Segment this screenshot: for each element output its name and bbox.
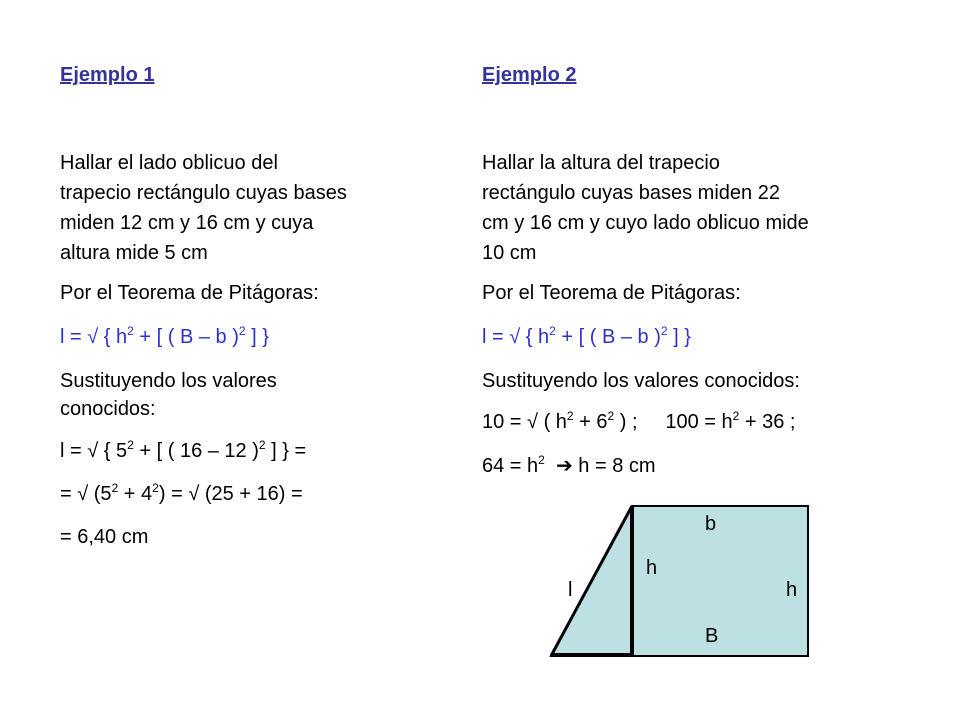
- label-oblique-side: l: [568, 579, 573, 601]
- calc-exponent: 2: [258, 438, 266, 452]
- label-large-base: B: [705, 625, 719, 647]
- example-2-title: Ejemplo 2: [482, 64, 577, 86]
- calc-part: + 4: [118, 483, 153, 505]
- example-1-title: Ejemplo 1: [60, 64, 155, 86]
- example-1-problem-line-2: trapecio rectángulo cuyas bases: [60, 182, 347, 204]
- example-2-problem-line-4: 10 cm: [482, 242, 537, 264]
- formula-part: ] }: [245, 326, 269, 348]
- example-1-calc-1: [60, 439, 306, 463]
- calc-part: 64 = h: [482, 455, 539, 477]
- calc-part: 10 = √ ( h: [482, 411, 567, 433]
- example-1-problem-line-4: altura mide 5 cm: [60, 242, 208, 264]
- example-1-result: = 6,40 cm: [60, 526, 149, 548]
- example-2-substitute: Sustituyendo los valores conocidos:: [482, 370, 800, 392]
- calc-exponent: 2: [127, 438, 134, 452]
- calc-part: ) ; 100 = h: [614, 411, 733, 433]
- example-2-problem-line-2: rectángulo cuyas bases miden 22: [482, 182, 780, 204]
- trapezoid-drawing: [548, 500, 810, 660]
- calc-part: + [ ( 16 – 12 ): [133, 440, 259, 462]
- calc-part: l = √ { 5: [60, 440, 128, 462]
- formula-part: + [ ( B – b ): [555, 326, 661, 348]
- example-2-theorem: Por el Teorema de Pitágoras:: [482, 282, 741, 304]
- example-1-theorem: Por el Teorema de Pitágoras:: [60, 282, 319, 304]
- example-1-formula: [60, 325, 269, 349]
- example-2-problem-line-3: cm y 16 cm y cuyo lado oblicuo mide: [482, 212, 809, 234]
- formula-part: l = √ { h: [482, 326, 550, 348]
- calc-part: = √ (5: [60, 483, 112, 505]
- example-1-calc-2: [60, 482, 303, 506]
- calc-part: + 36 ;: [739, 411, 796, 433]
- calc-part: + 6: [573, 411, 608, 433]
- trapezoid-figure: [548, 500, 810, 660]
- label-height-right: h: [786, 579, 798, 601]
- calc-exponent: 2: [607, 409, 615, 423]
- example-1-problem-line-3: miden 12 cm y 16 cm y cuya: [60, 212, 314, 234]
- calc-exponent: 2: [732, 409, 740, 423]
- calc-part: ) = √ (25 + 16) =: [158, 483, 303, 505]
- example-2-calc-1: [482, 410, 795, 434]
- formula-exponent: 2: [238, 324, 246, 338]
- example-2-problem-line-1: Hallar la altura del trapecio: [482, 152, 720, 174]
- formula-part: + [ ( B – b ): [133, 326, 239, 348]
- label-height-inner: h: [646, 557, 658, 579]
- trapezoid-shape: [551, 506, 808, 656]
- example-2-formula: [482, 325, 691, 349]
- calc-exponent: 2: [538, 453, 545, 467]
- calc-exponent: 2: [152, 481, 159, 495]
- calc-part: h = 8 cm: [572, 455, 656, 477]
- formula-exponent: 2: [127, 324, 134, 338]
- formula-exponent: 2: [549, 324, 556, 338]
- formula-part: l = √ { h: [60, 326, 128, 348]
- example-1-substitute-line-2: conocidos:: [60, 398, 156, 420]
- label-small-base: b: [705, 513, 717, 535]
- calc-part: ] } =: [265, 440, 307, 462]
- formula-exponent: 2: [660, 324, 668, 338]
- example-2-calc-2: [482, 454, 656, 478]
- calc-exponent: 2: [111, 481, 119, 495]
- formula-part: ] }: [667, 326, 691, 348]
- example-1-substitute-line-1: Sustituyendo los valores: [60, 370, 277, 392]
- arrow-right-icon: ➔: [555, 455, 573, 477]
- example-1-problem-line-1: Hallar el lado oblicuo del: [60, 152, 278, 174]
- calc-exponent: 2: [566, 409, 574, 423]
